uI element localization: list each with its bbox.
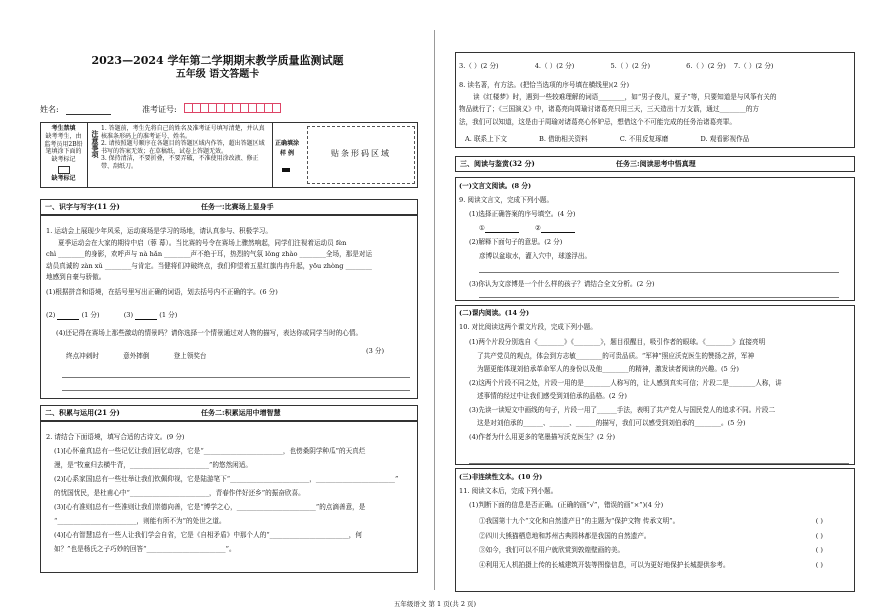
q1-3-label: (3) bbox=[123, 311, 134, 319]
q1-sub-4: (4)还记得在赛场上那些激动的情景吗？请你选择一个情景通过对人物的描写，表达你或同学当时的心情。 bbox=[56, 329, 363, 337]
page-footer: 五年级语文 第 1 页(共 2 页) bbox=[393, 600, 477, 608]
q9-intro: 9. 阅读文言文，完成下列小题。 bbox=[459, 196, 554, 204]
name-field[interactable] bbox=[66, 114, 111, 115]
q3-answer[interactable]: 3.（ ）(2 分) bbox=[459, 62, 499, 70]
exam-title: 2023—2024 学年第二学期期末教学质量监测试题 bbox=[91, 54, 344, 67]
q8-option-a: A. 联系上下文 bbox=[465, 135, 507, 143]
q9-2-sentence: 彦博以盆取水，灌入穴中，球遂浮出。 bbox=[479, 252, 592, 260]
q1-2-label: (2) bbox=[46, 311, 56, 319]
q10-intro: 10. 对比阅读这两个课文片段，完成下列小题。 bbox=[459, 323, 597, 331]
section-2-title: 二、积累与运用(21 分) bbox=[45, 408, 120, 417]
q8-option-d: D. 观看影视作品 bbox=[700, 135, 750, 143]
q8-line-3: 法，我们可以知道，这是由于周瑜对诸葛亮心怀妒忌，想借这个不可能完成的任务治诸葛亮罪。 bbox=[459, 117, 736, 126]
answer-sheet-subtitle: 五年级 语文答题卡 bbox=[175, 69, 260, 80]
q11-1: (1)判断下面的信息是否正确。(正确的画“√”，错误的画“×”)(4 分) bbox=[469, 501, 664, 509]
q1-line-1: 夏季运动会在大家的期待中启（蓉 幕）。当比赛的号令在赛场上骤然响起，同学们注视着运动员 fèn bbox=[58, 238, 347, 247]
q10-line-1: (1)两个片段分别选自《________》《________》，题目很醒目，吸引作者的眼球。《________》直接亮明 bbox=[469, 338, 766, 346]
absent-instructions: 缺考考生，由监考员用2B铅笔填涂下面的缺考标记 bbox=[44, 133, 83, 163]
barcode-label: 贴条形码区域 bbox=[331, 149, 391, 158]
choice-2[interactable]: 意外摔倒 bbox=[123, 352, 150, 360]
q10-line-2: 了共产党员的观点，体会到方志敏________的可贵品质。“军神”照应沃克医生的赞扬之辞，军神 bbox=[477, 351, 755, 360]
q9-2-answer-line[interactable] bbox=[479, 272, 839, 273]
section-1-task: 任务一:比赛场上显身手 bbox=[201, 202, 274, 211]
q2-line-5: (3)[心有准则]总有一些准则让我们崇德向善，它是“博学之心，________________________”的点滴善意，是 bbox=[54, 502, 366, 511]
q4-answer[interactable]: 4.（ ）(2 分) bbox=[534, 62, 575, 70]
q9-1-blank-1[interactable] bbox=[485, 232, 519, 233]
section-3-title: 三、阅读与鉴赏(32 分) bbox=[460, 159, 535, 168]
absent-panel bbox=[40, 122, 88, 188]
reading-2-title: (二)课内阅读。(14 分) bbox=[459, 309, 530, 317]
right-page bbox=[435, 0, 870, 615]
absent-mark-box[interactable] bbox=[58, 166, 70, 174]
q9-2: (2)解释下面句子的意思。(2 分) bbox=[469, 238, 563, 246]
q2-intro: 2. 请结合下面语境，填写合适的古诗文。(9 分) bbox=[46, 433, 185, 441]
q10-line-7: 这是对刘伯承的______、______、______的描写，我们可以感受到刘伯承的________。(5 分) bbox=[477, 419, 746, 428]
q2-line-4: 的忧国忧民，是杜甫心中“________________________，青春作伴好还乡”的振奋欣喜。 bbox=[54, 488, 305, 497]
q9-1: (1)选择正确答案的序号填空。(4 分) bbox=[469, 210, 576, 218]
reading-1-title: (一)文言文阅读。(8 分) bbox=[459, 182, 532, 190]
q11-item-3: ③如今，我们可以不用户就欣赏到敦煌壁画的美。 ( ) bbox=[479, 543, 849, 558]
choice-3[interactable]: 登上领奖台 bbox=[173, 352, 207, 360]
q1-line-3: 动员真诚的 zàn xǔ ________与肯定。当健将们冲破终点，我们仰望着五星红旗冉冉升起，yōu zhòng ________ bbox=[46, 261, 372, 270]
q9-1-mark-2: ② bbox=[535, 224, 541, 232]
q6-answer[interactable]: 6.（ ）(2 分) bbox=[686, 62, 726, 70]
q1-choices bbox=[66, 353, 207, 361]
fill-sample-label: 样 例 bbox=[279, 150, 295, 157]
q2-line-3: (2)[心系家国]总有一些壮举让我们钦佩仰视，它是陆游笔下“________________________，________________________” bbox=[54, 474, 399, 483]
q1-3-score: (1 分) bbox=[159, 311, 178, 319]
q11-item-2: ②四川大熊猫栖息地和苏州古典园林都是我国的自然遗产。 ( ) bbox=[479, 529, 849, 544]
q8-line-1: 读《红楼梦》时，遇到一些较难理解的词语________，如“男子俊儿，夏子”等，只要知道是与风筝有关的 bbox=[473, 93, 777, 102]
q10-4-answer-line[interactable] bbox=[469, 463, 849, 464]
q11-item-2-answer[interactable]: ( ) bbox=[815, 531, 823, 540]
q9-3: (3)你认为文彦博是一个什么样的孩子？请结合全文分析。(2 分) bbox=[469, 280, 655, 288]
q1-answer-line-1[interactable] bbox=[62, 377, 410, 378]
q10-line-5: 述事情的经过中让我们感受到刘伯承的品格。(2 分) bbox=[477, 392, 627, 401]
absent-title: 考生禁填 bbox=[51, 125, 76, 132]
section-1-title: 一、识字与写字(11 分) bbox=[45, 202, 120, 211]
q9-1-mark-1: ① bbox=[479, 224, 485, 232]
q1-passage bbox=[46, 226, 416, 298]
note-item-1: 1. 答题前，考生先将自己的姓名及准考证号填写清楚，并认真核准条形码上的准考证号、姓名。 bbox=[101, 125, 265, 140]
filled-mark-sample bbox=[282, 168, 290, 172]
q8-intro: 8. 读名著，有方法。(把恰当选项的序号填在横线里)(2 分) bbox=[459, 81, 630, 89]
q1-sub-4-score: (3 分) bbox=[366, 347, 385, 355]
choice-1[interactable]: 终点冲刺时 bbox=[66, 352, 99, 360]
q1-row-2-3 bbox=[46, 312, 416, 320]
q1-answer-line-2[interactable] bbox=[62, 390, 410, 391]
q10-line-4: (2)这两个片段不同之处，片段一用的是________人称写的，让人感到真实可信；片段二是________人称，讲 bbox=[469, 378, 782, 387]
q9-1-answers bbox=[479, 225, 575, 233]
reading-3-title: (三)非连续性文本。(10 分) bbox=[459, 473, 543, 481]
note-item-2: 2. 请按照题号顺序在各题目的答题区域内作答，超出答题区域书写的答案无效；在草稿纸、试卷上答题无效。 bbox=[101, 140, 265, 155]
name-label: 姓名: bbox=[40, 105, 59, 114]
q11-item-4: ④利用无人机拍摄上传的长城建筑开装等图像信息，可以为更好地保护长城提供参考。 ( ) bbox=[479, 558, 849, 573]
q9-3-answer-line[interactable] bbox=[479, 297, 839, 298]
q1-2-answer[interactable] bbox=[57, 319, 79, 320]
exam-number-label: 准考证号: bbox=[142, 105, 177, 114]
q1-intro: 1. 运动会上展现少年风采，运动赛场是学习的场地，请认真参与、积极学习。 bbox=[46, 227, 272, 235]
absent-mark-label: 缺考标记 bbox=[51, 175, 76, 183]
note-item-3: 3. 保持清洁，不要折叠，不要弄破，不准使用涂改液、修正带、刮纸刀。 bbox=[101, 155, 259, 170]
q1-3-answer[interactable] bbox=[135, 319, 157, 320]
notes-list bbox=[101, 125, 269, 170]
q11-items bbox=[479, 514, 849, 572]
barcode-area bbox=[307, 126, 415, 184]
q5-answer[interactable]: 5.（ ）(2 分) bbox=[610, 62, 651, 70]
fill-sample-title: 正确填涂 bbox=[274, 140, 299, 147]
q8-block bbox=[459, 79, 854, 128]
q11-item-3-answer[interactable]: ( ) bbox=[815, 546, 823, 554]
q8-options bbox=[465, 136, 749, 144]
exam-number-grid[interactable] bbox=[184, 103, 280, 113]
q11-intro: 11. 阅读文本后，完成下列小题。 bbox=[459, 487, 558, 495]
q2-line-8: 如？”也是杨氏之子巧妙的回答“________________________”。 bbox=[54, 544, 236, 553]
q1-2-score: (1 分) bbox=[81, 311, 100, 319]
q11-item-1: ①我国第十九个“文化和自然遗产日”的主题为“保护文物 传承文明”。 ( ) bbox=[479, 514, 849, 529]
q11-item-4-answer[interactable]: ( ) bbox=[815, 560, 823, 569]
q2-line-1: (1)[心怀童真]总有一些记忆让我们回忆动容，它是“________________________，也傍桑阴学种瓜”的天真烂 bbox=[54, 446, 366, 455]
q8-option-c: C. 不用反复琢磨 bbox=[619, 135, 669, 143]
q11-item-1-answer[interactable]: ( ) bbox=[815, 517, 823, 525]
notes-title: 注意事项 bbox=[91, 130, 100, 158]
q1-line-2: chì ________的身影，欢呼声与 nà hǎn ________声不绝于耳，热烈的气氛 lǒng zhào ________全场，那是对运 bbox=[46, 250, 373, 259]
q1-line-4: 地感到自豪与骄傲。 bbox=[46, 273, 106, 282]
q2-line-7: (4)[心有智慧]总有一些人让我们学会自省，它是《自相矛盾》中那个人的“________________________，何 bbox=[54, 530, 362, 539]
q10-line-3: 为题更能体现刘伯承革命军人的身份以及他________的精神，激发读者阅读的兴趣。(5 分) bbox=[477, 365, 739, 374]
section-1-header bbox=[40, 199, 418, 215]
q2-line-6: “________________________，则能有所不为”的处世之道。 bbox=[54, 516, 226, 525]
section-2-task: 任务二:积累运用中增智慧 bbox=[201, 408, 281, 417]
section-3-task: 任务三:阅读思考中悟真理 bbox=[616, 159, 696, 168]
q7-answer[interactable]: 7.（ ）(2 分) bbox=[733, 62, 774, 70]
q3-7-row bbox=[459, 63, 773, 71]
q10-line-6: (3)先读一读短文中画线的句子，片段一用了______手法，表明了共产党人与国民党人的追求不同。片段二 bbox=[469, 405, 776, 414]
q1-sub-1: (1)根据拼音和语境，在括号里写出正确的词语，划去括号内不正确的字。(6 分) bbox=[46, 287, 278, 296]
q2-line-2: 漫，是“牧童归去横牛背，________________________”的悠然闲适。 bbox=[54, 460, 252, 469]
q8-line-2: 物品就行了；《三国演义》中，诸葛亮向周瑜讨诸葛亮只用三天，三天造出十万支箭，通过________的方 bbox=[459, 105, 760, 114]
section-2-header bbox=[40, 405, 418, 421]
q8-option-b: B. 借助相关资料 bbox=[539, 135, 588, 143]
q10-block bbox=[469, 336, 853, 444]
q9-1-blank-2[interactable] bbox=[541, 232, 575, 233]
q2-block bbox=[46, 431, 416, 557]
section-3-header bbox=[455, 156, 855, 172]
q10-line-8: (4)作者为什么用更多的笔墨描写沃克医生？(2 分) bbox=[469, 432, 616, 441]
